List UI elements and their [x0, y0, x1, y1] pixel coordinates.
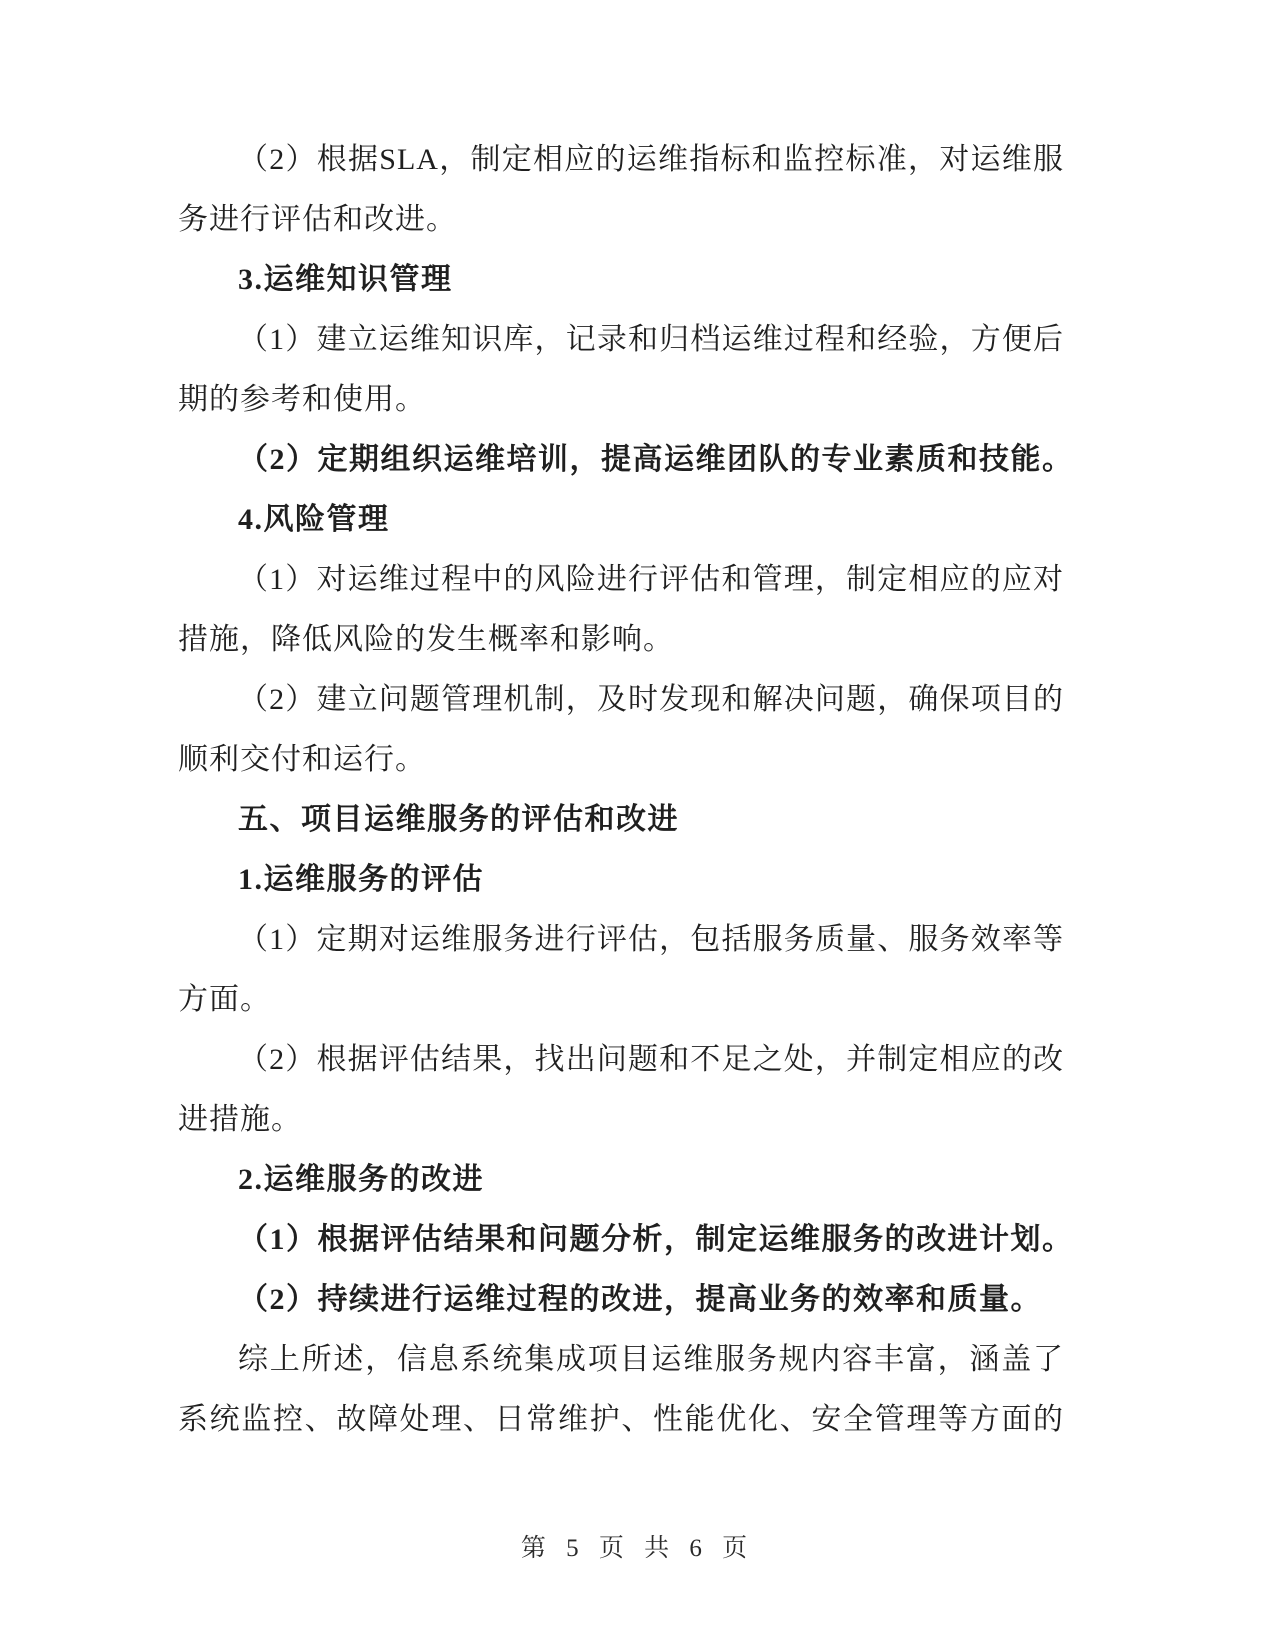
heading-line: （2）定期组织运维培训，提高运维团队的专业素质和技能。 [238, 443, 1074, 476]
text-line: （1）对运维过程中的风险进行评估和管理，制定相应的应对 [238, 563, 1064, 596]
text-line: （1）建立运维知识库，记录和归档运维过程和经验，方便后 [238, 323, 1064, 356]
text-line: 务进行评估和改进。 [178, 203, 457, 236]
heading-line: （2）持续进行运维过程的改进，提高业务的效率和质量。 [238, 1283, 1042, 1316]
heading-line: 1.运维服务的评估 [238, 863, 484, 896]
document-body [178, 130, 1074, 1450]
text-line: 进措施。 [178, 1103, 302, 1136]
text-line: 系统监控、故障处理、日常维护、性能优化、安全管理等方面的 [178, 1403, 1064, 1436]
text-line: 方面。 [178, 983, 271, 1016]
text-line: 综上所述，信息系统集成项目运维服务规内容丰富，涵盖了 [238, 1343, 1064, 1376]
heading-line: （1）根据评估结果和问题分析，制定运维服务的改进计划。 [238, 1223, 1074, 1256]
heading-line: 3.运维知识管理 [238, 263, 453, 296]
heading-line: 4.风险管理 [238, 503, 390, 536]
text-line: （2）根据SLA，制定相应的运维指标和监控标准，对运维服 [238, 143, 1064, 176]
heading-line: 2.运维服务的改进 [238, 1163, 484, 1196]
text-line: （1）定期对运维服务进行评估，包括服务质量、服务效率等 [238, 923, 1064, 956]
text-line: 措施，降低风险的发生概率和影响。 [178, 623, 674, 656]
heading-line: 五、项目运维服务的评估和改进 [238, 803, 679, 836]
text-line: （2）建立问题管理机制，及时发现和解决问题，确保项目的 [238, 683, 1064, 716]
text-line: （2）根据评估结果，找出问题和不足之处，并制定相应的改 [238, 1043, 1064, 1076]
page-number-label: 第 5 页 共 6 页 [520, 1535, 755, 1562]
page-footer [0, 1528, 1275, 1564]
text-line: 期的参考和使用。 [178, 383, 426, 416]
text-line: 顺利交付和运行。 [178, 743, 426, 776]
